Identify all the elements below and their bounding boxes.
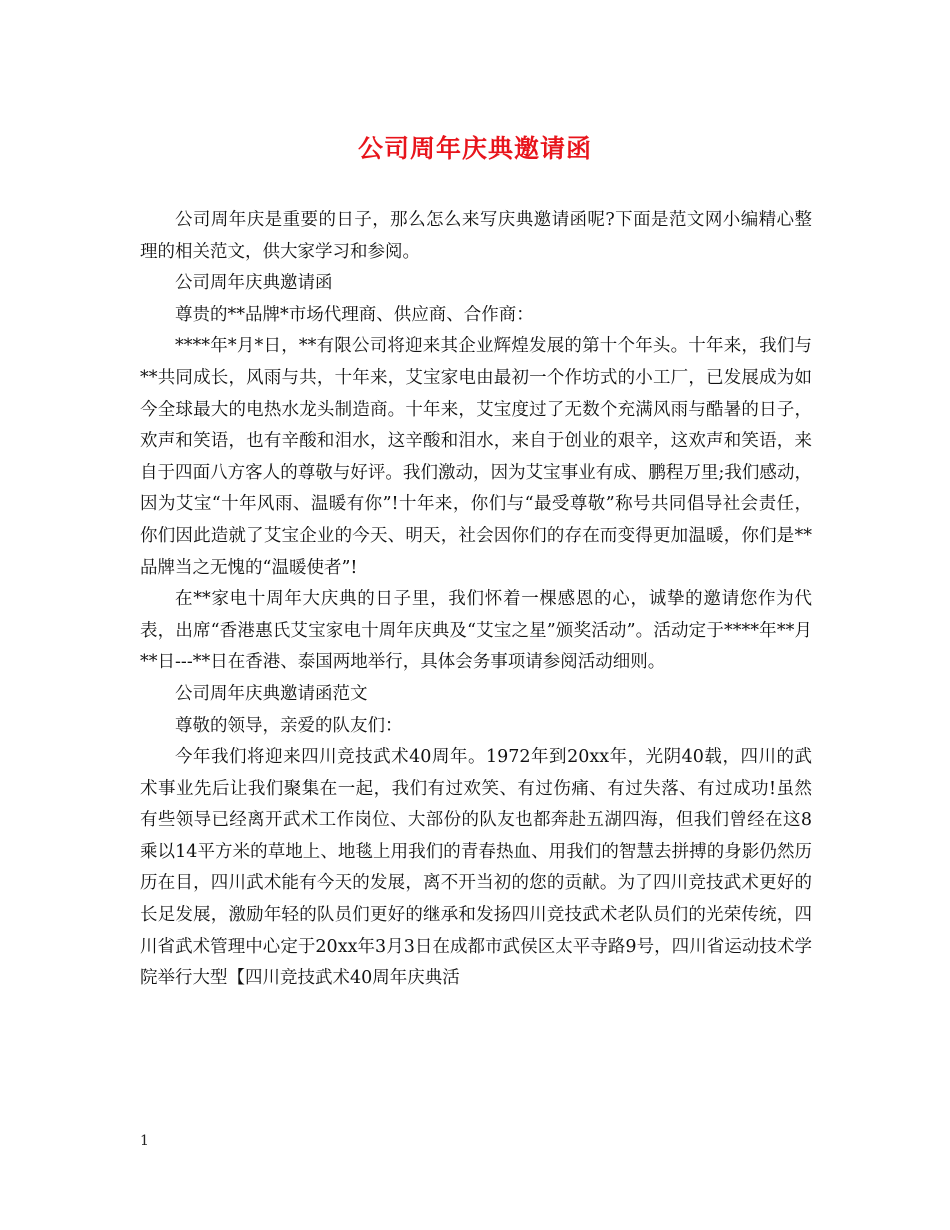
paragraph-wushu-anniversary: 今年我们将迎来四川竞技武术40周年。1972年到20xx年，光阴40载，四川的武术事业先后让我们聚集在一起，我们有过欢笑、有过伤痛、有过失落、有过成功!虽然有些领导已经离开武术工作岗位、大部份的队友也都奔赴五湖四海，但我们曾经在这8乘以14平方米的草地上、地毯上用我们的青春热血、用我们的智慧去拼搏的身影仍然历历在目，四川武术能有今天的发展，离不开当初的您的贡献。为了四川竞技武术更好的长足发展，激励年轻的队员们更好的继承和发扬四川竞技武术老队员们的光荣传统，四川省武术管理中心定于20xx年3月3日在成都市武侯区太平寺路9号，四川省运动技术学院举行大型【四川竞技武术40周年庆典活 [140,747,812,989]
salutation-teammates: 尊敬的领导，亲爱的队友们： [175,715,403,736]
section-heading-sample: 公司周年庆典邀请函范文 [175,683,368,704]
paragraph-invitation-details: 在**家电十周年大庆典的日子里，我们怀着一棵感恩的心，诚挚的邀请您作为代表，出席“香港惠氏艾宝家电十周年庆典及“艾宝之星”颁奖活动”。活动定于****年**月**日---**日在香港、泰国两地举行，具体会务事项请参阅活动细则。 [140,589,812,673]
document-title: 公司周年庆典邀请函 [357,134,592,163]
page-number: 1 [140,1133,149,1149]
paragraph-anniversary: ****年*月*日，**有限公司将迎来其企业辉煌发展的第十个年头。十年来，我们与**共同成长，风雨与共，十年来，艾宝家电由最初一个作坊式的小工厂，已发展成为如今全球最大的电热水龙头制造商。十年来，艾宝度过了无数个充满风雨与酷暑的日子，欢声和笑语，也有辛酸和泪水，这辛酸和泪水，来自于创业的艰辛，这欢声和笑语，来自于四面八方客人的尊敬与好评。我们激动，因为艾宝事业有成、鹏程万里;我们感动，因为艾宝“十年风雨、温暖有你”!十年来，你们与“最受尊敬”称号共同倡导社会责任，你们因此造就了艾宝企业的今天、明天，社会因你们的存在而变得更加温暖，你们是**品牌当之无愧的“温暖使者”! [140,336,812,578]
document-body [140,205,812,995]
salutation-partners: 尊贵的**品牌*市场代理商、供应商、合作商： [175,304,534,325]
paragraph-intro: 公司周年庆是重要的日子，那么怎么来写庆典邀请函呢?下面是范文网小编精心整理的相关范文，供大家学习和参阅。 [140,210,812,262]
section-heading-invitation: 公司周年庆典邀请函 [175,273,333,294]
